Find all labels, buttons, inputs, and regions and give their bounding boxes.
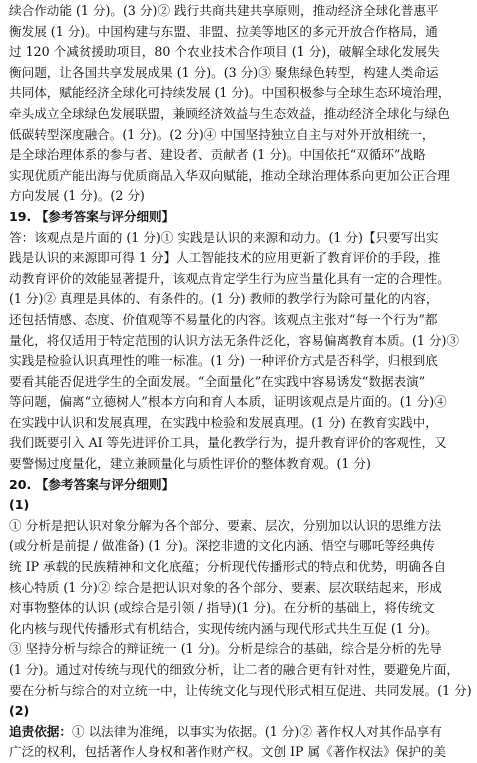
text-line: 是全球治理体系的参与者、建设者、贡献者 (1 分)。中国依托“双循环”战略 [9, 147, 426, 163]
text-line: 方向发展 (1 分)。(2 分) [9, 188, 145, 204]
part-1-label: (1) [9, 497, 30, 513]
text-line: (1 分)② 真理是具体的、有条件的。(1 分) 教师的教学行为除可量化的内容， [9, 291, 439, 307]
text-line: 实践是检验认识真理性的唯一标准。(1 分) 一种评价方式是否科学，归根到底 [9, 353, 438, 369]
text-line: ③ 坚持分析与综合的辩证统一 (1 分)。分析是综合的基础，综合是分析的先导 [9, 641, 442, 657]
text-line: 答：该观点是片面的 (1 分)① 实践是认识的来源和动力。(1 分)【只要写出实 [9, 229, 439, 245]
text-line: 统 IP 承载的民族精神和文化底蕴；分析现代传播形式的特点和优势，明确各自 [9, 559, 447, 575]
text-line [9, 722, 472, 743]
question-20-heading: 20. 【参考答案与评分细则】 [9, 476, 175, 492]
section-18-tail [9, 1, 472, 207]
text-line: 我们既要引入 AI 等先进评价工具，量化教学行为，提升教育评价的客观性，又 [9, 435, 447, 451]
text-line: 衡发展 (1 分)。中国构建与东盟、非盟、拉美等地区的多元开放合作格局，通 [9, 23, 438, 39]
text-line: 要警惕过度量化，建立兼顾量化与质性评价的整体教育观。(1 分) [9, 456, 371, 472]
text-line: (或分析是前提 / 做准备) (1 分)。深挖非遗的文化内涵、悟空与哪吒等经典传 [9, 538, 435, 554]
text-line: 动教育评价的效能显著提升，该观点肯定学生行为应当量化具有一定的合理性。 [9, 270, 450, 286]
text-line: 实现优质产能出海与优质商品入华双向赋能，推动全球治理体系向更加公正合理 [9, 167, 450, 183]
text-line: 等问题，偏离“立德树人”根本方向和育人本质，证明该观点是片面的。(1 分)④ [9, 394, 447, 410]
question-19 [9, 207, 472, 475]
question-20 [9, 475, 472, 763]
part-2-label: (2) [9, 703, 30, 719]
text-line: 核心特质 (1 分)② 综合是把认识对象的各个部分、要素、层次联结起来，形成 [9, 579, 442, 595]
text-line: 共同体，赋能经济全球化可持续发展 (1 分)。中国积极参与全球生态环境治理， [9, 85, 451, 101]
text-line: 要在分析与综合的对立统一中，让传统文化与现代形式相互促进、共同发展。(1 分) [9, 682, 472, 698]
text-line: 量化，将仅适用于特定范围的认识方法无条件泛化，容易偏离教育本质。(1 分)③ [9, 332, 460, 348]
text-line: 过 120 个减贫援助项目，80 个农业技术合作项目 (1 分)，破解全球化发展失 [9, 44, 440, 60]
text-line: 低碳转型深度融合。(1 分)。(2 分)④ 中国坚持独立自主与对外开放相统一， [9, 126, 435, 142]
line-text: ① 以法律为准绳，以事实为依据。(1 分)② 著作权人对其作品享有 [71, 723, 442, 739]
inline-label: 追责依据： [9, 723, 72, 739]
question-19-heading: 19. 【参考答案与评分细则】 [9, 208, 175, 224]
text-line: 对事物整体的认识 (或综合是引领 / 指导)(1 分)。在分析的基础上，将传统文 [9, 600, 435, 616]
text-line: 衡问题，让各国共享发展成果 (1 分)。(3 分)③ 聚焦绿色转型，构建人类命运 [9, 64, 439, 80]
text-line: (1 分)。通过对传统与现代的细致分析，让二者的融合更有针对性，要避免片面， [9, 662, 460, 677]
text-line: 还包括情感、态度、价值观等不易量化的内容。该观点主张对“每一个行为”都 [9, 311, 438, 327]
text-line: 践是认识的来源即可得 1 分】人工智能技术的应用更新了教育评价的手段，推 [9, 250, 441, 266]
text-line: ① 分析是把认识对象分解为各个部分、要素、层次，分别加以认识的思维方法 [9, 517, 442, 533]
line-text: 广泛的权利，包括著作人身权和著作财产权。文创 IP 属《著作权法》保护的美 [9, 744, 447, 760]
text-line: 化内核与现代传播形式有机结合，实现传统内涵与现代形式共生互促 (1 分)。 [9, 620, 438, 636]
text-line: 在实践中认识和发展真理，在实践中检验和发展真理。(1 分) 在教育实践中， [9, 414, 438, 430]
text-line: 续合作动能 (1 分)。(3 分)② 践行共商共建共享原则，推动经济全球化普惠平 [9, 3, 439, 18]
text-line: 要看其能否促进学生的全面发展。“全面量化”在实践中容易诱发“数据表演” [9, 373, 426, 389]
text-line [9, 742, 472, 763]
text-line: 牵头成立全球绿色发展联盟，兼顾经济效益与生态效益，推动经济全球化与绿色 [9, 105, 450, 121]
